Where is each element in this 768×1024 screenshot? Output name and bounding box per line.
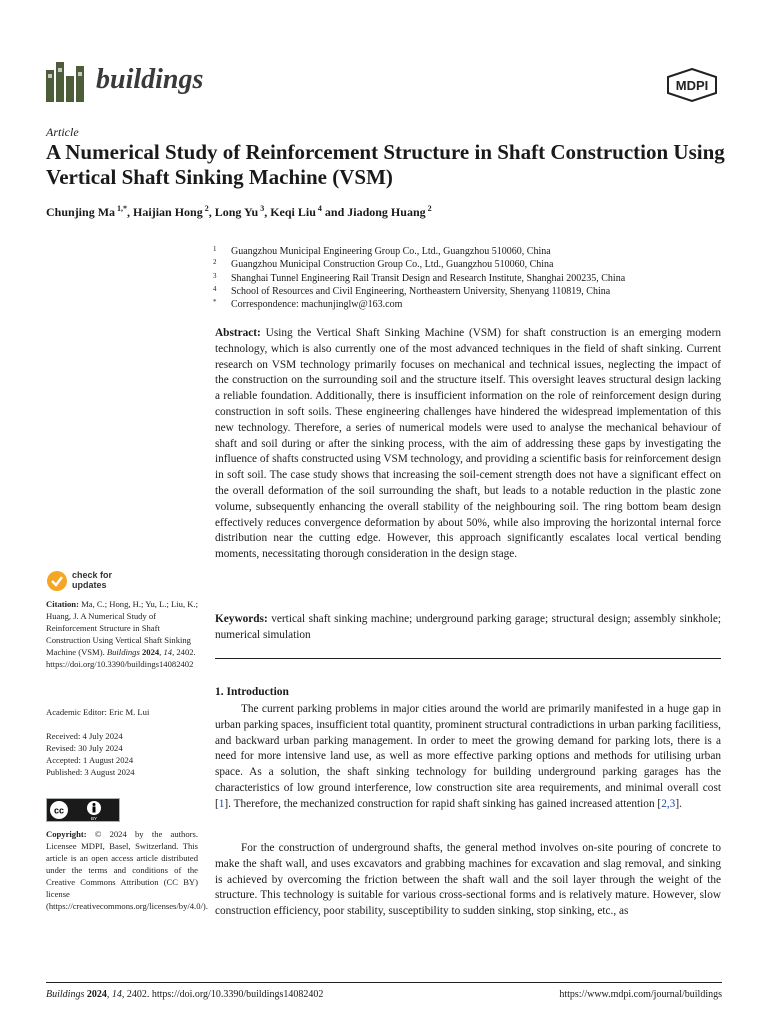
check-for-updates-icon[interactable] bbox=[46, 570, 68, 592]
svg-text:BY: BY bbox=[90, 816, 98, 821]
intro-paragraph: For the construction of underground shafts, the general method involves on-site pouring of concrete to make the shaft wall, and uses excavators and grabbing machines for excavation and slag removal, and sinking is achieved by overcoming the friction between the shaft wall and the soil layer through the weight of the structure. This technology is suitable for various cross-sectional forms and is relatively mature. However, slow construction efficiency, poor stability, susceptibility to sudden sinking, stop sinking, etc., as bbox=[215, 842, 721, 918]
accepted-date: Accepted: 1 August 2024 bbox=[46, 755, 134, 765]
academic-editor: Academic Editor: Eric M. Lui bbox=[46, 707, 150, 717]
author-list: Chunjing Ma $^{1,*}$, Haijian Hong $^2$, Long Yu $^3$, Keqi Liu $^4$ and Jiadong Huang $^2$ bbox=[46, 204, 432, 219]
affiliation-item: 4 School of Resources and Civil Engineering, Northeastern University, Shenyang 110819, China bbox=[213, 284, 611, 297]
section-divider bbox=[215, 658, 721, 659]
author: Long Yu bbox=[214, 205, 259, 219]
copyright-notice: Copyright: © 2024 by the authors. Licensee MDPI, Basel, Switzerland. This article is an open access article distributed under the terms and conditions of the Creative Commons Attribution (CC BY) license (https://creativecommons.org/licenses/by/4.0/). bbox=[46, 829, 208, 911]
affiliation-item: 1 Guangzhou Municipal Engineering Group Co., Ltd., Guangzhou 510060, China bbox=[213, 245, 551, 257]
publisher-name: MDPI bbox=[675, 78, 709, 93]
affiliations bbox=[211, 245, 731, 311]
correspondence: * Correspondence: machunjinglw@163.com bbox=[213, 298, 403, 311]
affiliation-item: 3 Shanghai Tunnel Engineering Rail Transit Design and Research Institute, Shanghai 200235, China bbox=[213, 271, 626, 284]
journal-url[interactable]: https://www.mdpi.com/journal/buildings bbox=[559, 989, 722, 1000]
abstract-text: Using the Vertical Shaft Sinking Machine (VSM) for shaft construction is an emerging modern technology, which is also currently one of the most advanced techniques in the field of shaft sinking. Current research on VSM technology primarily focuses on mechanical and technical issues, neglecting the impact of the construction on the surrounding soil and the structure itself. This oversight leaves structural design lacking a reliable foundation. Additionally, there is insufficient information on the role of reinforcement design during construction in soft soils. These engineering challenges have hindered the widespread implementation of this new technology. Therefore, a series of numerical models were used to analyse the mechanical behaviour of shaft and soil during or after the sinking process, with the aim of addressing these gaps by investigating the influence of shafts constructed using VSM technology, and providing a scientific basis for reinforcement design in soft soil. The case study shows that increasing the soil-cement strength does not have a significant effect on the overall deformation of the soil surrounding the shaft, but leads to a notable reduction in the plastic zone volume, subsequently enhancing the overall stability of the neighbouring soil. The ring bottom beam design effectively reduces convergence deformation by about 50%, while also improving the horizontal internal force distribution near the cutting edge. However, this approach significantly escalates local vertical bending moments, necessitating thorough consideration in the design stage. bbox=[215, 327, 721, 561]
published-date: Published: 3 August 2024 bbox=[46, 767, 135, 777]
intro-paragraph: The current parking problems in major cities around the world are primarily manifested in a huge gap in urban parking spaces, insufficient total quantity, prominent structural contradictions in urban parking facilitiess, and backward urban parking management. In order to meet the growing demand for parking lots, there is a need for more intensive land use, as well as more effective parking options and methods for utilising urban space. As a solution, the shaft sinking technology for building underground parking garages has the characteristics of low ground interference, low construction site area requirements, and minimal overall cost [1]. Therefore, the mechanized construction for rapid shaft sinking has gained increased attention [2,3]. bbox=[215, 703, 721, 810]
received-date: Received: 4 July 2024 bbox=[46, 731, 123, 741]
abstract-label: Abstract: bbox=[215, 327, 261, 339]
journal-name: buildings bbox=[96, 64, 204, 95]
keywords-text: vertical shaft sinking machine; underground parking garage; structural design; assembly sinkhole; numerical simulation bbox=[215, 613, 721, 641]
author: Chunjing Ma bbox=[46, 205, 116, 219]
citation-link[interactable]: 2,3 bbox=[661, 797, 676, 810]
section-heading: 1. Introduction bbox=[215, 686, 289, 698]
cc-by-license-icon[interactable] bbox=[46, 798, 120, 822]
author: Haijian Hong bbox=[133, 205, 203, 219]
author: Jiadong Huang bbox=[347, 205, 426, 219]
paper-title: A Numerical Study of Reinforcement Structure in Shaft Construction Using Vertical Shaft Sinking Machine (VSM) bbox=[46, 140, 725, 189]
svg-text:cc: cc bbox=[53, 805, 65, 816]
affiliation-item: 2 Guangzhou Municipal Construction Group Co., Ltd., Guangzhou 510060, China bbox=[213, 258, 554, 271]
revised-date: Revised: 30 July 2024 bbox=[46, 743, 123, 753]
publication-dates bbox=[46, 730, 198, 778]
buildings-logo-icon bbox=[46, 62, 90, 102]
keywords bbox=[215, 612, 721, 644]
author: Keqi Liu bbox=[270, 205, 316, 219]
keywords-label: Keywords: bbox=[215, 613, 268, 625]
citation-block: Citation: Ma, C.; Hong, H.; Yu, L.; Liu, K.; Huang, J. A Numerical Study of Reinforcement Structure in Shaft Construction Using Vertical Shaft Sinking Machine (VSM). Buildings 2024, 14, 2402. https://doi.org/10.3390/buildings14082402 bbox=[46, 599, 198, 669]
citation-link[interactable]: 1 bbox=[218, 797, 225, 810]
article-type: Article bbox=[46, 125, 79, 139]
mdpi-logo-icon bbox=[666, 68, 718, 102]
footer-citation: Buildings 2024, 14, 2402. https://doi.org/10.3390/buildings14082402 bbox=[46, 989, 324, 1000]
footer-divider bbox=[46, 982, 722, 983]
abstract bbox=[215, 326, 721, 563]
check-for-updates-label[interactable]: check for updates bbox=[72, 570, 113, 590]
